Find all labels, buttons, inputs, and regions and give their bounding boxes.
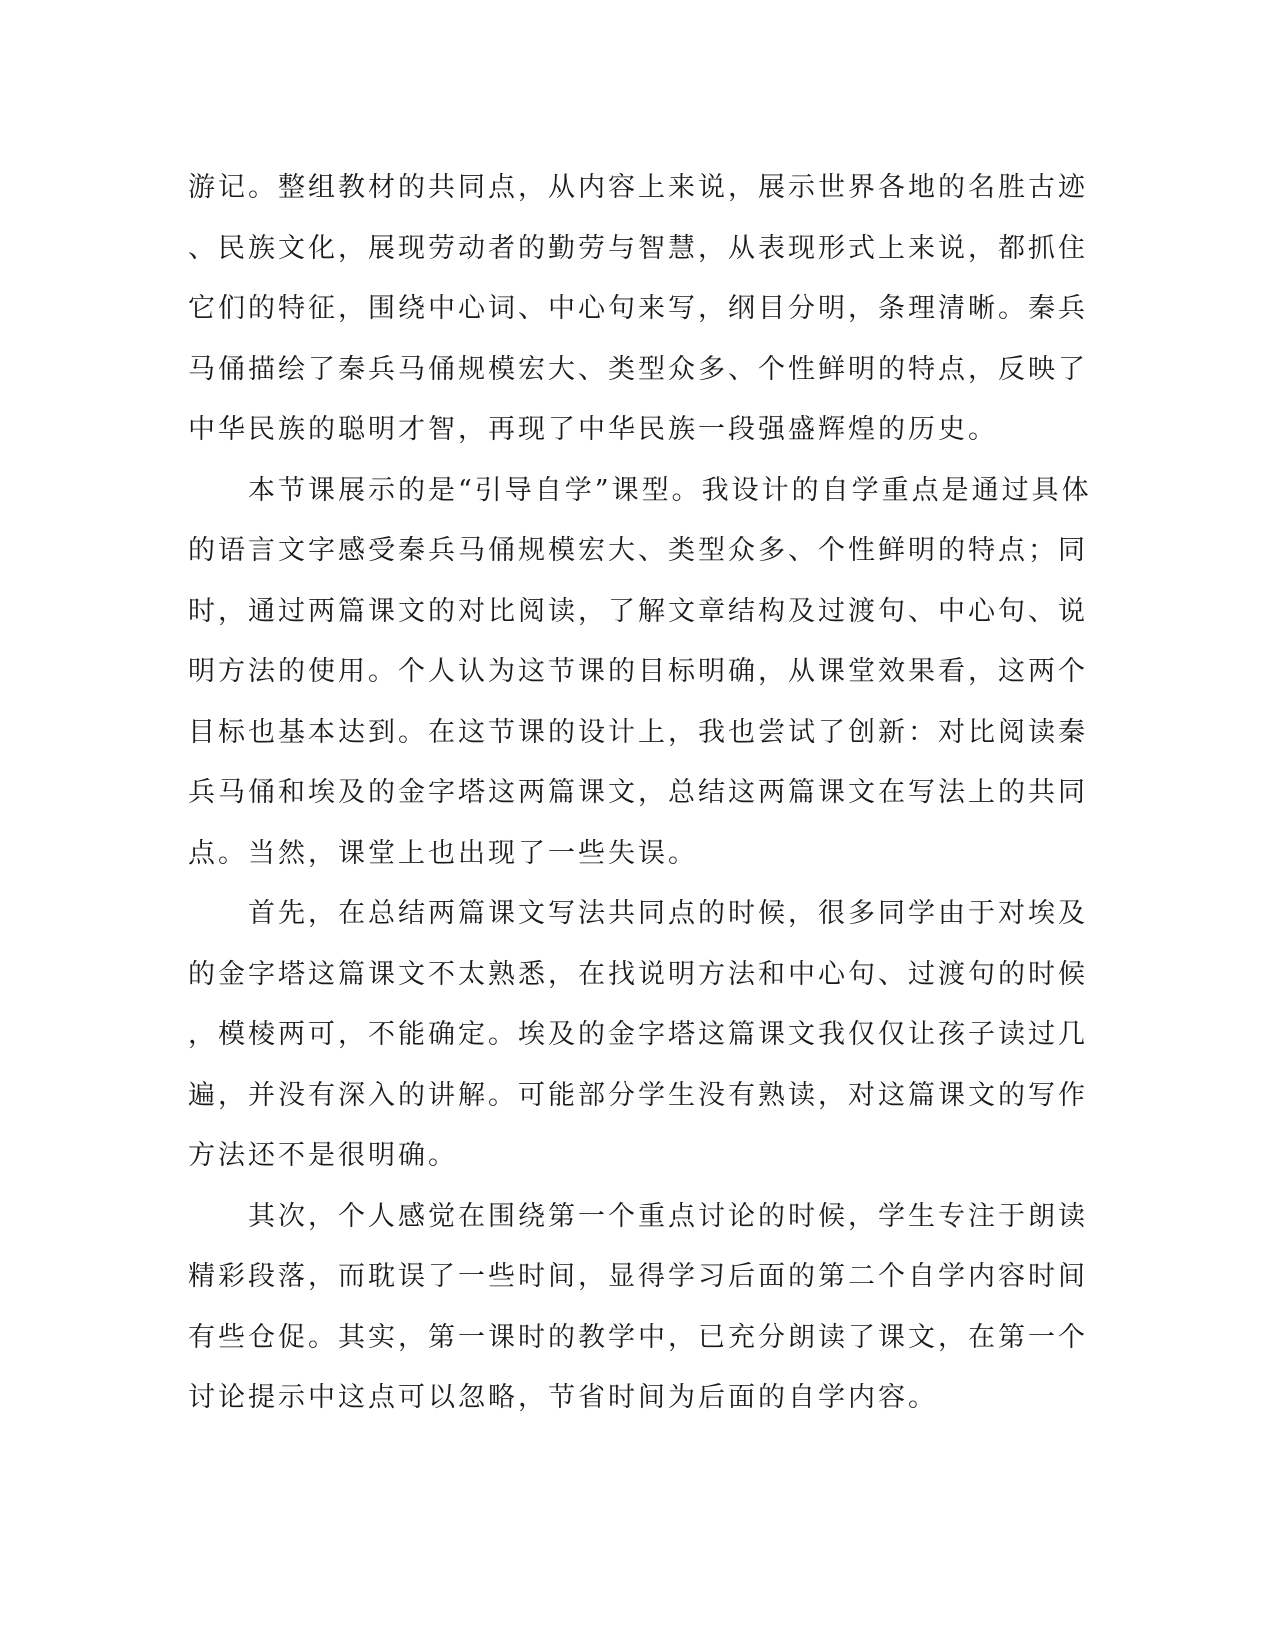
text-line: 点。当然，课堂上也出现了一些失误。 (188, 837, 698, 869)
paragraph-3 (188, 884, 1088, 1187)
text-line: ，模棱两可，不能确定。埃及的金字塔这篇课文我仅仅让孩子读过几 (188, 1019, 1088, 1050)
text-line: 它们的特征，围绕中心词、中心句来写，纲目分明，条理清晰。秦兵 (188, 293, 1088, 324)
text-line: 首先，在总结两篇课文写法共同点的时候，很多同学由于对埃及 (188, 898, 1088, 929)
paragraph-1 (188, 158, 1088, 461)
text-line: 的金字塔这篇课文不太熟悉，在找说明方法和中心句、过渡句的时候 (188, 958, 1088, 990)
text-line: 中华民族的聪明才智，再现了中华民族一段强盛辉煌的历史。 (188, 414, 998, 445)
text-line: 、民族文化，展现劳动者的勤劳与智慧，从表现形式上来说，都抓住 (188, 232, 1088, 264)
text-line: 方法还不是很明确。 (188, 1140, 458, 1171)
paragraph-2 (188, 461, 1092, 885)
text-line: 讨论提示中这点可以忽略，节省时间为后面的自学内容。 (188, 1382, 938, 1413)
text-line: 遍，并没有深入的讲解。可能部分学生没有熟读，对这篇课文的写作 (188, 1079, 1088, 1111)
text-line: 目标也基本达到。在这节课的设计上，我也尝试了创新：对比阅读秦 (188, 716, 1088, 748)
document-body (188, 158, 1092, 1429)
text-line: 兵马俑和埃及的金字塔这两篇课文，总结这两篇课文在写法上的共同 (188, 777, 1088, 808)
paragraph-4 (188, 1187, 1088, 1429)
text-line: 马俑描绘了秦兵马俑规模宏大、类型众多、个性鲜明的特点，反映了 (188, 353, 1088, 385)
text-line: 时，通过两篇课文的对比阅读，了解文章结构及过渡句、中心句、说 (188, 595, 1088, 627)
text-line: 明方法的使用。个人认为这节课的目标明确，从课堂效果看，这两个 (188, 656, 1088, 687)
text-line: 的语言文字感受秦兵马俑规模宏大、类型众多、个性鲜明的特点；同 (188, 535, 1088, 566)
text-line: 游记。整组教材的共同点，从内容上来说，展示世界各地的名胜古迹 (188, 172, 1088, 203)
text-line: 精彩段落，而耽误了一些时间，显得学习后面的第二个自学内容时间 (188, 1261, 1088, 1292)
text-line: 本节课展示的是“引导自学”课型。我设计的自学重点是通过具体 (188, 474, 1092, 506)
text-line: 其次，个人感觉在围绕第一个重点讨论的时候，学生专注于朗读 (188, 1200, 1088, 1232)
text-line: 有些仓促。其实，第一课时的教学中，已充分朗读了课文，在第一个 (188, 1321, 1088, 1353)
